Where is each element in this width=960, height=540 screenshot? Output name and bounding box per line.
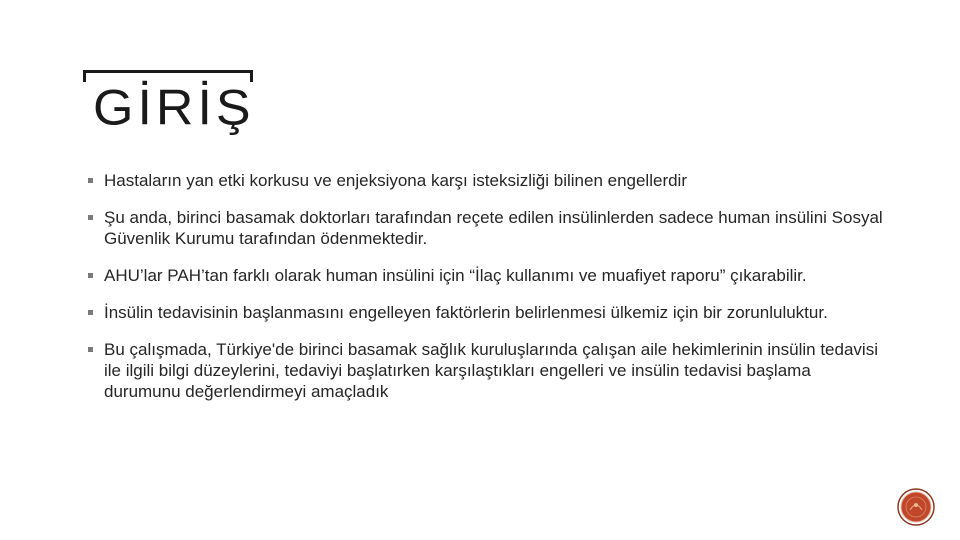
bullet-item-4 (88, 302, 888, 323)
square-bullet-icon (88, 273, 93, 278)
bullet-list (88, 170, 888, 402)
square-bullet-icon (88, 178, 93, 183)
bullet-text-5: Bu çalışmada, Türkiye'de birinci basamak sağlık kuruluşlarında çalışan aile hekimlerinin insülin tedavisi ile ilgili bilgi düzeylerini, tedaviyi başlatırken karşılaştıkları engelleri ve insülin tedavisi başlama durumunu değerlendirmeyi amaçladık (104, 340, 878, 401)
bullet-text-3: AHU’lar PAH’tan farklı olarak human insülini için “İlaç kullanımı ve muafiyet raporu” çıkarabilir. (104, 266, 807, 285)
bullet-text-1: Hastaların yan etki korkusu ve enjeksiyona karşı isteksizliği bilinen engellerdir (104, 171, 687, 190)
slide-title: GİRİŞ (93, 80, 255, 136)
circular-seal-icon (897, 488, 935, 526)
bullet-item-5 (88, 339, 888, 402)
square-bullet-icon (88, 347, 93, 352)
title-block (83, 70, 253, 140)
bullet-text-4: İnsülin tedavisinin başlanmasını engelleyen faktörlerin belirlenmesi ülkemiz için bir zorunluluktur. (104, 303, 828, 322)
bullet-item-2 (88, 207, 888, 249)
square-bullet-icon (88, 310, 93, 315)
square-bullet-icon (88, 215, 93, 220)
bullet-item-1 (88, 170, 888, 191)
bullet-item-3 (88, 265, 888, 286)
bullet-text-2: Şu anda, birinci basamak doktorları tarafından reçete edilen insülinlerden sadece human insülini Sosyal Güvenlik Kurumu tarafından ödenmektedir. (104, 208, 883, 248)
